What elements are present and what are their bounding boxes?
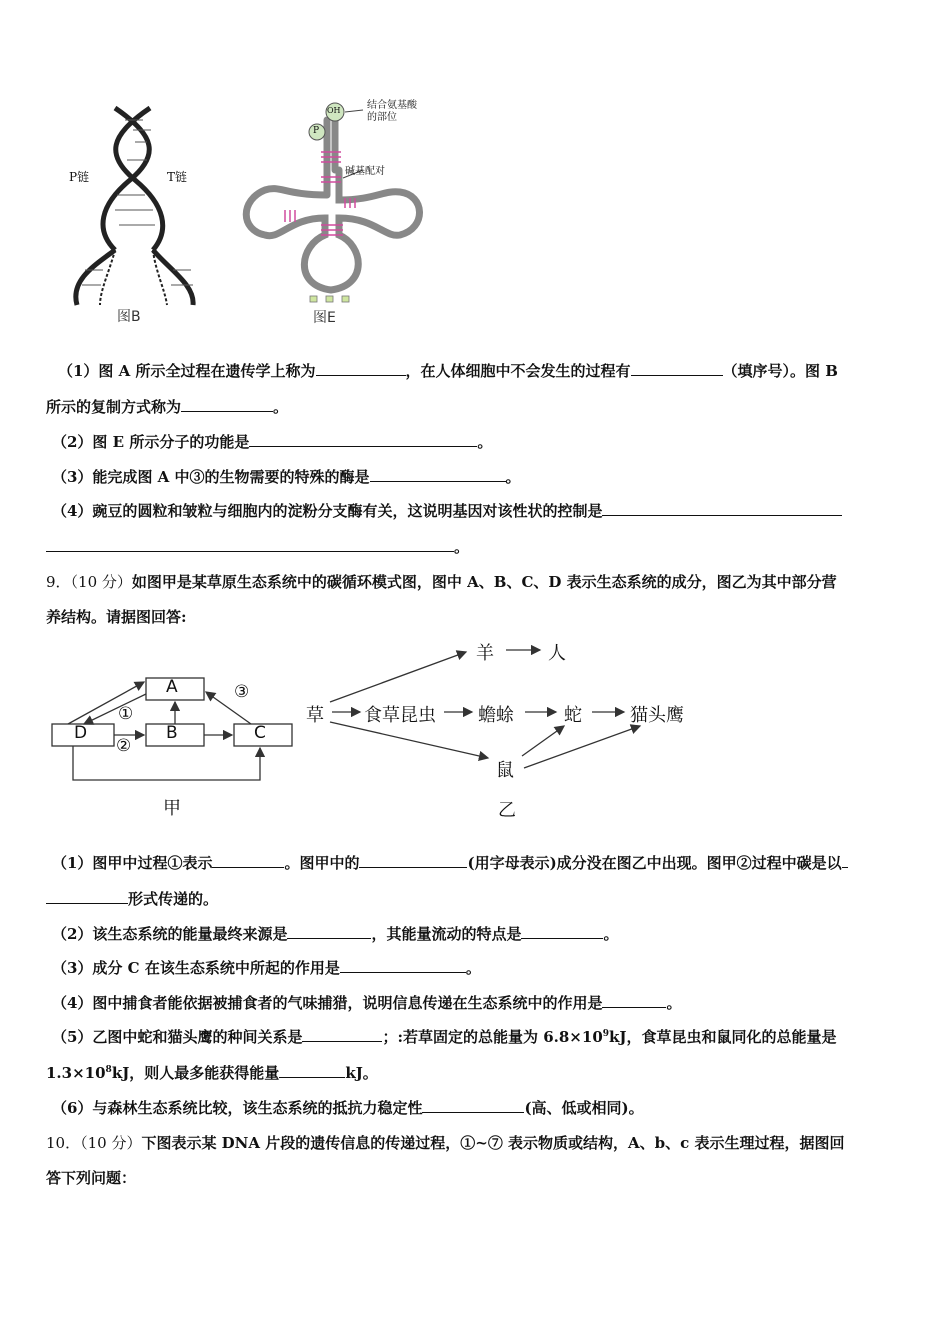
- answer-blank[interactable]: [279, 1063, 345, 1078]
- answer-blank[interactable]: [46, 889, 128, 904]
- figure-b-caption: 图B: [117, 309, 141, 325]
- q8-sub1-cont: 所示的复制方式称为 。: [46, 398, 289, 416]
- q9-sub5: （5）乙图中蛇和猫头鹰的种间关系是 ；:若草固定的总能量为 $6.8\times 10^9kJ$，食草昆虫和鼠同化的总能量是: [52, 1028, 837, 1046]
- q9-sub2: （2）该生态系统的能量最终来源是 ，其能量流动的特点是 。: [52, 925, 619, 943]
- dna-replication-diagram: [55, 100, 215, 310]
- q10-stem-cont: 答下列问题：: [46, 1169, 137, 1187]
- q9-sub6: （6）与森林生态系统比较，该生态系统的抵抗力稳定性 (高、低或相同)。: [52, 1099, 644, 1117]
- answer-blank[interactable]: [521, 924, 603, 939]
- answer-blank[interactable]: [316, 361, 406, 376]
- node-mouse: 鼠: [496, 760, 514, 781]
- q9-stem: 9．（10 分）如图甲是某草原生态系统中的碳循环模式图，图中 A、B、C、D 表示生态系统的成分，图乙为其中部分营: [46, 573, 837, 591]
- node-owl: 猫头鹰: [630, 705, 684, 726]
- answer-blank[interactable]: [287, 924, 371, 939]
- answer-blank[interactable]: [302, 1027, 382, 1042]
- answer-blank[interactable]: [602, 501, 842, 516]
- box-c-label: C: [254, 723, 266, 743]
- box-a-label: A: [166, 677, 178, 697]
- answer-blank[interactable]: [181, 397, 273, 412]
- answer-blank[interactable]: [370, 467, 506, 482]
- node-snake: 蛇: [564, 705, 582, 726]
- answer-blank[interactable]: [602, 993, 666, 1008]
- food-web-diagram: [300, 634, 720, 824]
- node-sheep: 羊: [476, 643, 494, 664]
- node-insect: 食草昆虫: [364, 705, 436, 726]
- q8-sub4-cont: 。: [46, 537, 469, 557]
- oh-label: OH: [327, 106, 341, 115]
- q9-sub4: （4）图中捕食者能依据被捕食者的气味捕猎，说明信息传递在生态系统中的作用是 。: [52, 994, 682, 1012]
- diagram-jia-label: 甲: [163, 798, 181, 819]
- p-chain-label: P链: [69, 170, 90, 184]
- q9-stem-cont: 养结构。请据图回答:: [46, 608, 187, 626]
- figure-e: [235, 100, 435, 330]
- q9-sub5-cont: $1.3\times 10^8kJ$，则人最多能获得能量 kJ。: [46, 1064, 378, 1082]
- process-2-label: ②: [116, 736, 132, 756]
- box-b-label: B: [166, 723, 178, 743]
- answer-blank[interactable]: [249, 432, 477, 447]
- base-pair-label: 碱基配对: [345, 166, 385, 177]
- answer-blank[interactable]: [359, 853, 467, 868]
- answer-blank[interactable]: [340, 958, 466, 973]
- node-human: 人: [548, 643, 566, 664]
- q9-sub1-cont: 形式传递的。: [46, 889, 218, 909]
- carbon-cycle-diagram: [46, 668, 306, 828]
- answer-blank[interactable]: [422, 1098, 524, 1113]
- q9-sub1: （1）图甲中过程①表示 。图甲中的 (用字母表示)成分没在图乙中出现。图甲②过程中碳是以: [52, 853, 848, 873]
- process-1-label: ①: [118, 704, 134, 724]
- q8-sub3: （3）能完成图 A 中③的生物需要的特殊的酶是 。: [52, 468, 521, 486]
- node-toad: 蟾蜍: [478, 705, 514, 726]
- box-d-label: D: [74, 723, 88, 743]
- node-grass: 草: [306, 705, 324, 726]
- process-3-label: ③: [234, 682, 250, 702]
- answer-blank[interactable]: [212, 853, 284, 868]
- q8-sub1: （1）图 A 所示全过程在遗传学上称为 ，在人体细胞中不会发生的过程有 （填序号）。图 B: [58, 362, 838, 380]
- trna-diagram: [235, 100, 435, 305]
- amino-acid-site-label: 结合氨基酸 的部位: [367, 100, 417, 123]
- figure-e-caption: 图E: [313, 310, 336, 326]
- q8-sub2: （2）图 E 所示分子的功能是 。: [52, 433, 493, 451]
- answer-blank[interactable]: [631, 361, 723, 376]
- p-label: P: [313, 126, 320, 136]
- t-chain-label: T链: [167, 170, 188, 184]
- answer-blank[interactable]: [46, 537, 454, 552]
- figure-b: [55, 100, 215, 335]
- q9-sub3: （3）成分 C 在该生态系统中所起的作用是 。: [52, 959, 481, 977]
- q10-stem: 10．（10 分）下图表示某 DNA 片段的遗传信息的传递过程，①~⑦ 表示物质或结构，A、b、c 表示生理过程，据图回: [46, 1134, 845, 1152]
- answer-blank[interactable]: [842, 853, 848, 868]
- diagram-yi-label: 乙: [498, 800, 516, 821]
- q8-sub4: （4）豌豆的圆粒和皱粒与细胞内的淀粉分支酶有关，这说明基因对该性状的控制是: [52, 501, 842, 521]
